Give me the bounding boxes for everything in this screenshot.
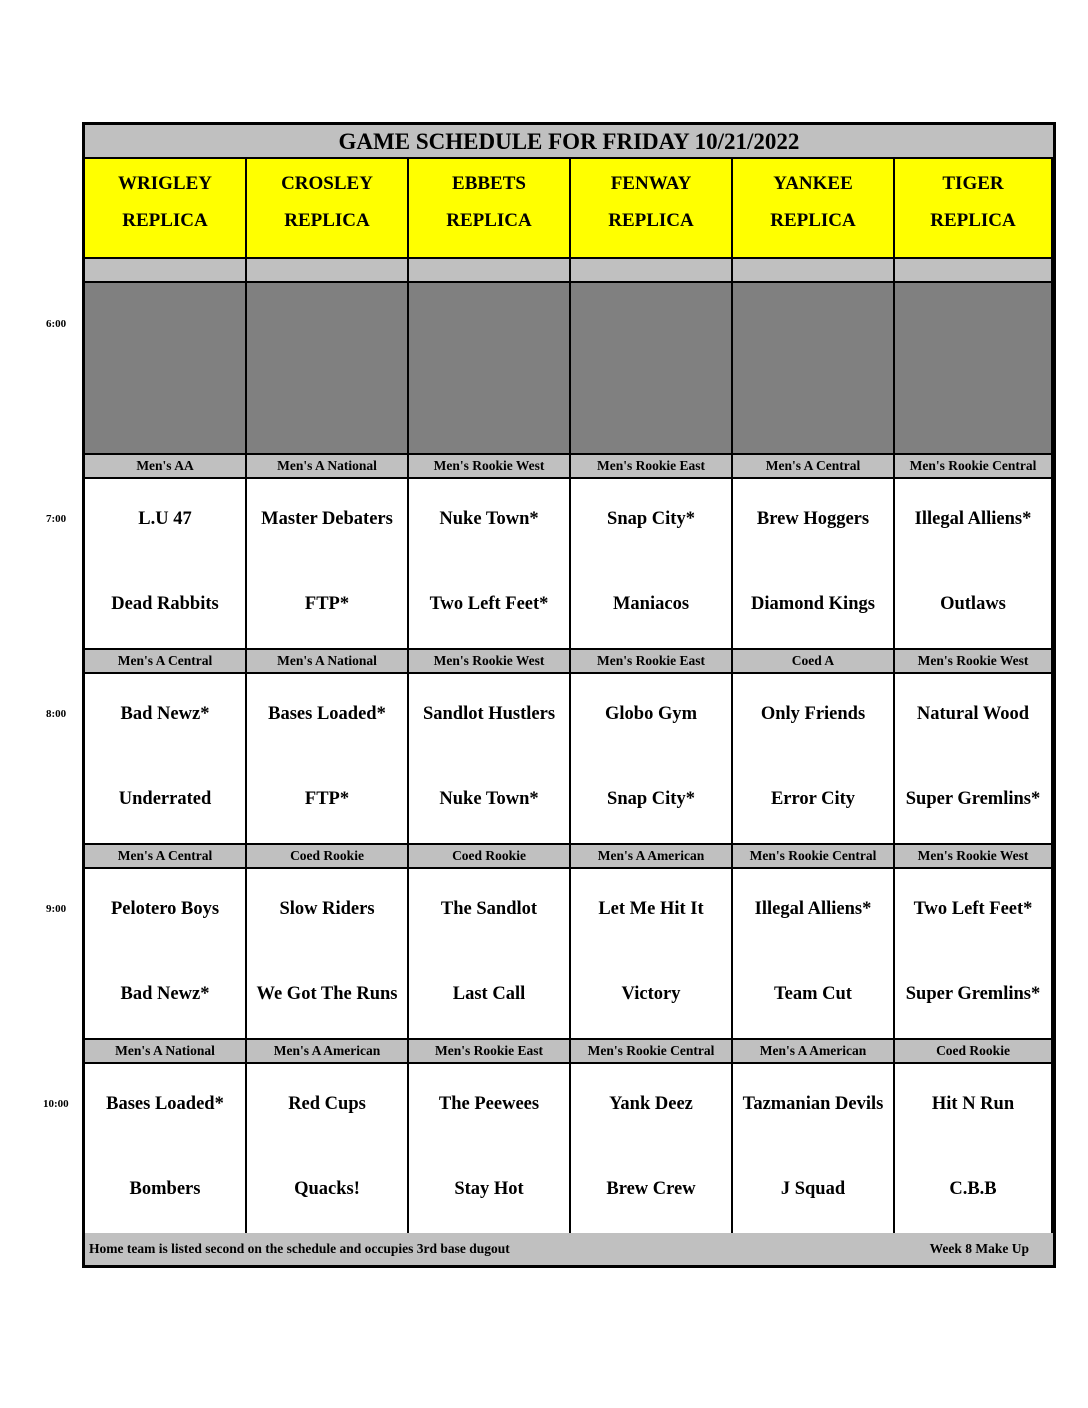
game-cell: [247, 1064, 409, 1235]
league-label: Coed Rookie: [247, 845, 409, 869]
time-label: 9:00: [46, 903, 67, 915]
field-header: [409, 159, 571, 259]
league-label: Coed Rookie: [895, 1040, 1053, 1064]
league-label: Men's Rookie West: [895, 650, 1053, 674]
away-team: Master Debaters: [261, 509, 393, 529]
field-header: [85, 159, 247, 259]
away-team: Natural Wood: [916, 704, 1030, 724]
league-label: Men's A American: [733, 1040, 895, 1064]
field-subtitle: REPLICA: [284, 210, 370, 231]
home-team: FTP*: [304, 594, 350, 614]
home-team: Nuke Town*: [439, 789, 539, 809]
league-label: Coed A: [733, 650, 895, 674]
time-label: 7:00: [46, 513, 67, 525]
field-header: [247, 159, 409, 259]
field-name: WRIGLEY: [118, 173, 212, 194]
league-label: Coed Rookie: [409, 845, 571, 869]
field-name: CROSLEY: [281, 173, 373, 194]
game-cell: [895, 869, 1053, 1040]
home-team: Super Gremlins*: [905, 984, 1041, 1004]
away-team: Let Me Hit It: [598, 899, 704, 919]
league-label: Men's A National: [85, 1040, 247, 1064]
league-label: Men's A Central: [85, 650, 247, 674]
league-label: Men's Rookie Central: [571, 1040, 733, 1064]
unscheduled-block: [895, 283, 1053, 455]
home-team: We Got The Runs: [256, 984, 398, 1004]
away-team: Hit N Run: [931, 1094, 1015, 1114]
game-cell: [409, 1064, 571, 1235]
game-cell: [895, 479, 1053, 650]
time-label: 10:00: [43, 1098, 69, 1110]
away-team: Globo Gym: [605, 704, 697, 724]
league-label: Men's Rookie East: [409, 1040, 571, 1064]
away-team: Bases Loaded*: [268, 704, 386, 724]
field-subtitle: REPLICA: [122, 210, 208, 231]
field-name: YANKEE: [773, 173, 853, 194]
home-team: Bombers: [129, 1179, 201, 1199]
field-header: [571, 159, 733, 259]
league-label: Men's A American: [571, 845, 733, 869]
game-cell: [571, 1064, 733, 1235]
league-label: Men's A National: [247, 650, 409, 674]
spacer-row-cell: [247, 259, 409, 283]
time-label: 6:00: [46, 318, 67, 330]
unscheduled-block: [85, 283, 247, 455]
game-cell: [733, 869, 895, 1040]
home-team: Outlaws: [940, 594, 1006, 614]
away-team: Only Friends: [760, 704, 866, 724]
game-cell: [571, 674, 733, 845]
game-cell: [733, 674, 895, 845]
home-team: Quacks!: [294, 1179, 360, 1199]
away-team: Sandlot Hustlers: [422, 704, 556, 724]
home-team: Error City: [770, 789, 856, 809]
schedule-footer: [85, 1233, 1053, 1265]
league-label: Men's A American: [247, 1040, 409, 1064]
game-cell: [85, 1064, 247, 1235]
game-cell: [247, 674, 409, 845]
field-subtitle: REPLICA: [446, 210, 532, 231]
home-team: J Squad: [780, 1179, 846, 1199]
game-cell: [247, 869, 409, 1040]
away-team: Red Cups: [288, 1094, 366, 1114]
home-team: Team Cut: [774, 984, 852, 1004]
away-team: Two Left Feet*: [913, 899, 1033, 919]
away-team: The Peewees: [438, 1094, 540, 1114]
game-cell: [85, 674, 247, 845]
game-cell: [733, 1064, 895, 1235]
field-header: [895, 159, 1053, 259]
spacer-row-cell: [733, 259, 895, 283]
away-team: Yank Deez: [609, 1094, 693, 1114]
game-cell: [733, 479, 895, 650]
home-team: Super Gremlins*: [905, 789, 1041, 809]
field-subtitle: REPLICA: [930, 210, 1016, 231]
game-cell: [85, 869, 247, 1040]
league-label: Men's A Central: [733, 455, 895, 479]
game-cell: [895, 674, 1053, 845]
home-team: Diamond Kings: [751, 594, 875, 614]
home-team: Dead Rabbits: [111, 594, 219, 614]
away-team: Bad Newz*: [120, 704, 210, 724]
home-team: Maniacos: [612, 594, 690, 614]
away-team: The Sandlot: [440, 899, 538, 919]
field-subtitle: REPLICA: [770, 210, 856, 231]
game-cell: [409, 674, 571, 845]
game-cell: [571, 479, 733, 650]
schedule-title: GAME SCHEDULE FOR FRIDAY 10/21/2022: [85, 125, 1053, 159]
league-label: Men's Rookie West: [409, 650, 571, 674]
game-cell: [409, 479, 571, 650]
home-team: Last Call: [452, 984, 526, 1004]
away-team: Illegal Alliens*: [754, 899, 872, 919]
league-label: Men's A Central: [85, 845, 247, 869]
unscheduled-block: [409, 283, 571, 455]
field-name: EBBETS: [452, 173, 526, 194]
league-label: Men's AA: [85, 455, 247, 479]
away-team: Snap City*: [607, 509, 695, 529]
away-team: Illegal Alliens*: [914, 509, 1032, 529]
home-team: C.B.B: [949, 1179, 997, 1199]
home-team: Brew Crew: [606, 1179, 696, 1199]
game-cell: [895, 1064, 1053, 1235]
home-team: Underrated: [118, 789, 212, 809]
week-label: Week 8 Make Up: [929, 1241, 1029, 1256]
league-label: Men's Rookie East: [571, 650, 733, 674]
away-team: Pelotero Boys: [110, 899, 220, 919]
field-name: TIGER: [942, 173, 1004, 194]
away-team: Brew Hoggers: [756, 509, 870, 529]
spacer-row-cell: [409, 259, 571, 283]
game-cell: [409, 869, 571, 1040]
away-team: Nuke Town*: [439, 509, 539, 529]
away-team: Slow Riders: [279, 899, 375, 919]
field-name: FENWAY: [610, 173, 692, 194]
game-cell: [247, 479, 409, 650]
spacer-row-cell: [571, 259, 733, 283]
schedule-table: [82, 122, 1056, 1268]
time-label: 8:00: [46, 708, 67, 720]
unscheduled-block: [571, 283, 733, 455]
home-team: Stay Hot: [454, 1179, 524, 1199]
unscheduled-block: [247, 283, 409, 455]
field-header: [733, 159, 895, 259]
league-label: Men's Rookie Central: [895, 455, 1053, 479]
home-team-note: Home team is listed second on the schedule and occupies 3rd base dugout: [89, 1241, 510, 1256]
league-label: Men's Rookie West: [895, 845, 1053, 869]
away-team: L.U 47: [138, 509, 192, 529]
home-team: Bad Newz*: [120, 984, 210, 1004]
home-team: FTP*: [304, 789, 350, 809]
spacer-row-cell: [895, 259, 1053, 283]
home-team: Snap City*: [607, 789, 695, 809]
unscheduled-block: [733, 283, 895, 455]
game-cell: [85, 479, 247, 650]
league-label: Men's Rookie Central: [733, 845, 895, 869]
game-cell: [571, 869, 733, 1040]
home-team: Victory: [621, 984, 681, 1004]
away-team: Tazmanian Devils: [742, 1094, 884, 1114]
field-subtitle: REPLICA: [608, 210, 694, 231]
away-team: Bases Loaded*: [106, 1094, 224, 1114]
league-label: Men's Rookie West: [409, 455, 571, 479]
home-team: Two Left Feet*: [429, 594, 549, 614]
spacer-row-cell: [85, 259, 247, 283]
league-label: Men's A National: [247, 455, 409, 479]
league-label: Men's Rookie East: [571, 455, 733, 479]
